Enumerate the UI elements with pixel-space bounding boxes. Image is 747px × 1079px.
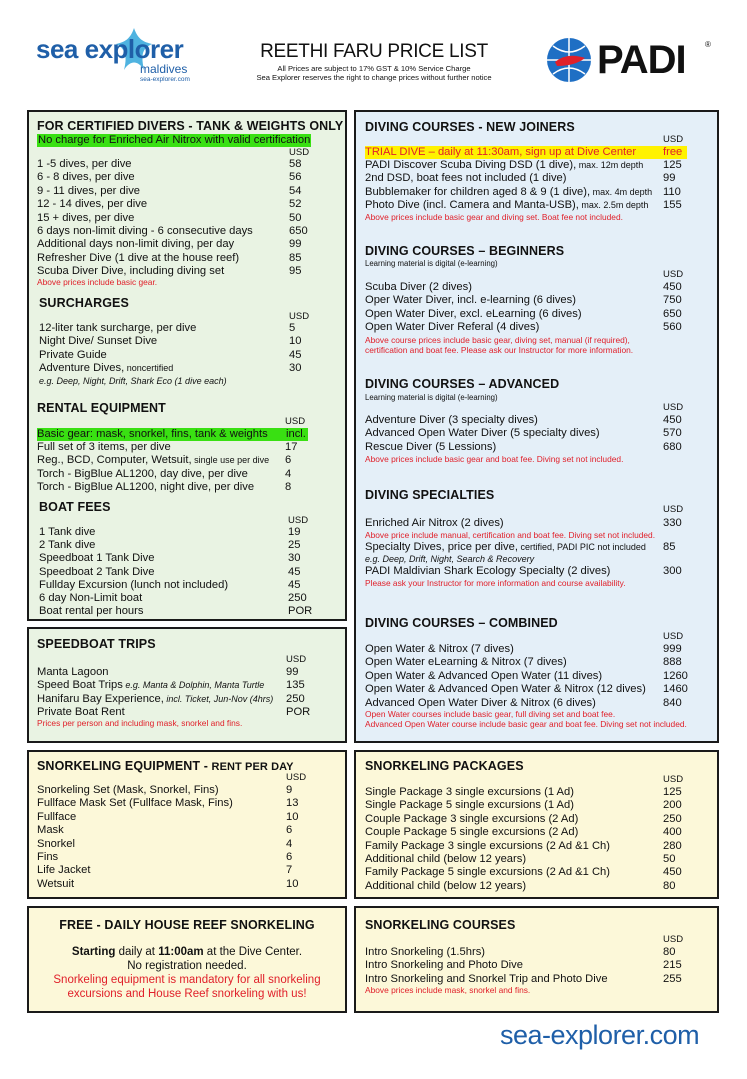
diving-courses-box [354, 110, 719, 743]
price-row-label: Photo Dive (incl. Camera and Manta-USB), [365, 199, 579, 212]
price-row [37, 252, 337, 265]
price-row-price: 125 [663, 159, 682, 171]
price-row-label: Speed Boat Trips [37, 679, 123, 692]
price-row-price: 52 [289, 198, 302, 211]
trial-dive-price: free [663, 146, 683, 158]
basic-gear-price: incl. [286, 428, 306, 440]
footer-url: sea-explorer.com [500, 1020, 700, 1050]
price-row-price: 10 [289, 335, 302, 348]
combined-note1: Open Water courses include basic gear, full diving set and boat fee. [365, 709, 616, 719]
price-row-label: Additional child (below 12 years) [365, 879, 527, 892]
price-row-label: Torch - BigBlue AL1200, day dive, per dive [37, 467, 248, 480]
price-row [39, 335, 339, 348]
padi-text: PADI [597, 38, 686, 82]
surcharges-italic: e.g. Deep, Night, Drift, Shark Eco (1 dive each) [39, 376, 227, 386]
price-row-label: Couple Package 5 single excursions (2 Ad) [365, 826, 579, 839]
price-row-price: 400 [663, 826, 682, 839]
price-row-price: 680 [663, 440, 682, 453]
price-row [37, 158, 337, 171]
price-row-price: 7 [286, 864, 293, 877]
price-row [365, 656, 705, 669]
price-row [365, 670, 705, 683]
price-row-price: 155 [663, 199, 682, 212]
price-row-price: 56 [289, 171, 302, 184]
price-row-price: 110 [663, 185, 681, 198]
price-row-label: Open Water Diver Referal (4 dives) [365, 321, 540, 334]
price-row-price: 560 [663, 321, 682, 334]
usd-label: USD [663, 269, 684, 280]
price-row [365, 866, 705, 879]
price-row-price: 250 [288, 592, 307, 604]
snorkeling-packages-box [354, 750, 719, 899]
price-row-price: 17 [285, 441, 298, 453]
price-row [365, 826, 705, 839]
free-snorkeling-box [27, 906, 347, 1013]
price-row [37, 693, 337, 706]
price-row-label: Speedboat 1 Tank Dive [39, 552, 155, 565]
usd-label: USD [663, 934, 684, 945]
padi-logo [545, 36, 715, 86]
price-row-label: Full set of 3 items, per dive [37, 441, 171, 453]
price-row-price: 95 [289, 265, 302, 278]
price-row [37, 838, 337, 851]
price-row [365, 853, 705, 866]
specialty-price: 85 [663, 541, 676, 553]
price-row-price: 50 [663, 853, 676, 865]
price-row [365, 159, 705, 172]
price-row-price: 45 [288, 565, 301, 578]
free-line1 [29, 946, 345, 958]
price-row-label: Family Package 3 single excursions (2 Ad &1 Ch) [365, 839, 610, 852]
price-row-label: Open Water & Advanced Open Water & Nitrox (12 dives) [365, 683, 646, 696]
price-row-label: 1 -5 dives, per dive [37, 158, 132, 170]
price-row-label: Advanced Open Water Diver & Nitrox (6 dives) [365, 696, 596, 709]
price-row-price: 450 [663, 414, 682, 426]
price-row-price: 9 [286, 784, 293, 796]
price-row [37, 784, 337, 797]
trial-dive-highlight [365, 146, 687, 159]
price-row-price: 99 [286, 666, 299, 678]
usd-label: USD [663, 774, 684, 785]
snork-courses-title: SNORKELING COURSES [365, 918, 516, 932]
price-row-price: POR [286, 706, 311, 719]
price-row [37, 481, 337, 494]
padi-mark: ® [705, 40, 711, 49]
price-row [39, 349, 339, 362]
price-row-price: 200 [663, 799, 682, 812]
globe-icon [545, 36, 593, 84]
price-row-label: Torch - BigBlue AL1200, night dive, per dive [37, 481, 255, 494]
price-row-label: Family Package 5 single excursions (2 Ad &1 Ch) [365, 866, 610, 879]
price-row-label: Scuba Diver (2 dives) [365, 281, 472, 293]
specialty-label: Specialty Dives, price per dive, [365, 541, 518, 553]
free-daily-at: daily at [115, 946, 159, 958]
price-row-label: Speedboat 2 Tank Dive [39, 565, 155, 578]
price-row-price: 8 [285, 481, 292, 494]
price-row-label: Wetsuit [37, 877, 75, 890]
snork-equip-title-sub: RENT PER DAY [211, 761, 294, 773]
price-row [365, 414, 705, 427]
price-row [39, 362, 339, 375]
specialties-note1: Above price include manual, certification and boat fee. Diving set not included. [365, 530, 656, 540]
price-row-price: 30 [288, 552, 301, 565]
price-row-price: 135 [286, 679, 305, 692]
price-row-price: 888 [663, 656, 682, 669]
trial-dive-label: TRIAL DIVE – daily at 11:30am, sign up at Dive Center [365, 146, 637, 158]
price-row-price: 840 [663, 696, 682, 709]
specialties-note2: Please ask your Instructor for more information and course availability. [365, 578, 626, 588]
specialty-label: PADI Maldivian Shark Ecology Specialty (2 dives) [365, 565, 611, 577]
price-row-label: Night Dive/ Sunset Dive [39, 335, 158, 348]
usd-label: USD [663, 504, 684, 515]
price-row [365, 321, 705, 334]
price-row-label: 1 Tank dive [39, 526, 96, 538]
price-row-price: 255 [663, 972, 682, 985]
price-row [365, 840, 705, 853]
price-row-label: Boat rental per hours [39, 605, 144, 618]
price-row-label: Open Water Diver, excl. eLearning (6 dives) [365, 307, 582, 320]
price-row [365, 308, 705, 321]
rental-title: RENTAL EQUIPMENT [37, 401, 166, 415]
price-row-price: 99 [663, 172, 676, 185]
price-row-label: 9 - 11 dives, per dive [37, 184, 141, 197]
price-row-label: Additional days non-limit diving, per day [37, 238, 235, 251]
free-line3: Snorkeling equipment is mandatory for all snorkeling [53, 974, 321, 986]
usd-label: USD [663, 402, 684, 413]
usd-label: USD [286, 772, 307, 783]
speedboat-title: SPEEDBOAT TRIPS [37, 637, 156, 651]
snork-equip-title [37, 759, 294, 773]
price-row-extra: max. 4m depth [590, 186, 653, 197]
price-row-price: 450 [663, 866, 682, 879]
combined-note2: Advanced Open Water course include basic gear and boat fee. Diving set not included. [365, 719, 687, 729]
beginners-note1: Above course prices include basic gear, diving set, manual (if required), [365, 335, 630, 345]
usd-label: USD [663, 631, 684, 642]
snork-equip-title-main: SNORKELING EQUIPMENT - [37, 759, 212, 773]
boat-fees-title: BOAT FEES [39, 500, 111, 514]
price-row-label: Oper Water Diver, incl. e-learning (6 dives) [365, 294, 576, 307]
snork-courses-note: Above prices include mask, snorkel and fins. [365, 985, 531, 995]
price-row [37, 238, 337, 251]
price-row-label: Snorkeling Set (Mask, Snorkel, Fins) [37, 784, 219, 796]
advanced-note: Above prices include basic gear and boat fee. Diving set not included. [365, 454, 624, 464]
beginners-title: DIVING COURSES – BEGINNERS [365, 244, 565, 258]
price-row-price: POR [288, 605, 313, 618]
price-row-price: 19 [288, 526, 301, 538]
price-row [365, 880, 705, 893]
price-row [365, 697, 705, 710]
price-row [365, 813, 705, 826]
price-row-price: 450 [663, 281, 682, 293]
speedboat-box [27, 627, 347, 743]
specialty-row [365, 541, 695, 554]
price-row [37, 864, 337, 877]
price-row-price: 13 [286, 797, 299, 810]
price-row [365, 172, 705, 185]
price-row-label: 15 + dives, per dive [37, 211, 135, 224]
price-row [37, 468, 337, 481]
price-row-price: 215 [663, 959, 682, 972]
price-row-label: Rescue Diver (5 Lessions) [365, 440, 497, 453]
free-time: 11:00am [158, 946, 204, 958]
subtitle-1: All Prices are subject to 17% GST & 10% Service Charge [277, 64, 471, 73]
price-row-price: 58 [289, 158, 302, 170]
specialty-price: 300 [663, 565, 682, 577]
price-row-price: 6 [285, 454, 292, 467]
price-row-label: Additional child (below 12 years) [365, 853, 527, 865]
price-row-price: 6 [286, 824, 293, 837]
price-row [365, 959, 705, 972]
price-row-label: Adventure Diver (3 specialty dives) [365, 414, 538, 426]
price-row-label: Snorkel [37, 837, 75, 850]
free-title: FREE - DAILY HOUSE REEF SNORKELING [59, 918, 315, 932]
price-row-label: Refresher Dive (1 dive at the house reef) [37, 251, 240, 264]
price-row [37, 666, 337, 679]
price-row [37, 878, 337, 891]
usd-label: USD [663, 134, 684, 145]
price-row-label: Mask [37, 824, 64, 837]
advanced-sub: Learning material is digital (e-learning) [365, 393, 498, 402]
price-row-price: 25 [288, 539, 301, 552]
price-row-extra: incl. Ticket, Jun-Nov (4hrs) [163, 693, 274, 704]
price-row-label: Fullface [37, 810, 77, 823]
price-row-label: Fins [37, 851, 59, 863]
usd-label: USD [289, 311, 310, 322]
surcharges-title: SURCHARGES [39, 296, 129, 310]
snorkeling-equipment-box [27, 750, 347, 899]
beginners-note2: certification and boat fee. Please ask our Instructor for more information. [365, 345, 634, 355]
price-row [39, 322, 339, 335]
price-row-label: Scuba Diver Dive, including diving set [37, 265, 225, 278]
specialty-row [365, 517, 695, 530]
price-row-label: Open Water & Advanced Open Water (11 dives) [365, 669, 603, 682]
price-row-price: 125 [663, 786, 682, 798]
sea-explorer-logo [36, 24, 206, 84]
price-row-price: 650 [663, 307, 682, 320]
price-row [37, 851, 337, 864]
price-row-price: 280 [663, 839, 682, 852]
price-row [37, 171, 337, 184]
price-row-label: Life Jacket [37, 864, 91, 877]
certified-divers-box [27, 110, 347, 621]
logo-text: sea explorer [36, 34, 184, 64]
price-row [365, 643, 705, 656]
beginners-sub: Learning material is digital (e-learning) [365, 259, 498, 268]
certified-note: Above prices include basic gear. [37, 277, 158, 287]
price-row [37, 441, 337, 454]
basic-gear-highlight [37, 428, 308, 441]
specialty-price: 330 [663, 517, 682, 529]
price-row [39, 592, 339, 605]
price-row [37, 198, 337, 211]
price-row-label: Bubblemaker for children aged 8 & 9 (1 dive), [365, 185, 591, 198]
price-row-price: 6 [286, 851, 293, 863]
usd-label: USD [288, 515, 309, 526]
specialty-extra: certified, PADI PIC not included [517, 542, 646, 552]
price-row-extra: max. 12m depth [576, 160, 644, 170]
header [0, 0, 747, 100]
combined-title: DIVING COURSES – COMBINED [365, 616, 558, 630]
price-row-label: PADI Discover Scuba Diving DSD (1 dive), [365, 159, 577, 171]
price-row [365, 799, 705, 812]
free-line2: No registration needed. [127, 960, 247, 972]
price-row-extra: max. 2.5m depth [578, 200, 649, 211]
price-row [37, 824, 337, 837]
price-row-price: 99 [289, 238, 302, 251]
subtitle-2: Sea Explorer reserves the right to change prices without further notice [256, 73, 492, 82]
price-row [37, 185, 337, 198]
price-row-price: 80 [663, 946, 676, 958]
price-row-price: 45 [289, 348, 302, 361]
price-row-label: 2nd DSD, boat fees not included (1 dive) [365, 172, 567, 185]
usd-label: USD [289, 147, 310, 158]
price-row-label: 12-liter tank surcharge, per dive [39, 322, 197, 334]
price-row-label: 6 day Non-Limit boat [39, 592, 143, 604]
free-location: at the Dive Center. [203, 946, 303, 958]
free-line4: excursions and House Reef snorkeling with us! [67, 988, 307, 1000]
price-row-label: Private Guide [39, 348, 107, 361]
price-row-label: 6 - 8 dives, per dive [37, 171, 135, 184]
logo-sub: maldives [140, 62, 188, 76]
price-row-label: Advanced Open Water Diver (5 specialty dives) [365, 427, 600, 440]
price-row-label: Intro Snorkeling and Snorkel Trip and Photo Dive [365, 972, 608, 985]
price-row-label: Adventure Dives, [39, 362, 125, 375]
price-row-price: 10 [286, 877, 299, 890]
price-row-price: 4 [285, 467, 292, 480]
basic-gear-label: Basic gear: mask, snorkel, fins, tank & weights [37, 428, 268, 440]
price-row [365, 786, 705, 799]
price-row [37, 225, 337, 238]
price-row [365, 281, 705, 294]
price-row [365, 946, 705, 959]
price-row-label: Manta Lagoon [37, 666, 109, 678]
price-row-price: 5 [289, 322, 296, 334]
price-row [365, 186, 705, 199]
nitrox-highlight: No charge for Enriched Air Nitrox with valid certification [38, 134, 311, 146]
price-row-label: Open Water eLearning & Nitrox (7 dives) [365, 656, 567, 669]
certified-title: FOR CERTIFIED DIVERS - TANK & WEIGHTS ONLY [37, 119, 344, 133]
price-row-price: 54 [289, 184, 302, 197]
price-row-price: 50 [289, 211, 302, 224]
price-row-price: 250 [663, 812, 682, 825]
free-starting: Starting [71, 946, 116, 958]
price-row-extra: e.g. Manta & Dolphin, Manta Turtle [122, 680, 265, 691]
price-row-label: Single Package 3 single excursions (1 Ad) [365, 786, 574, 798]
price-row-price: 650 [289, 225, 308, 237]
price-row [39, 579, 339, 592]
price-row-label: 2 Tank dive [39, 539, 96, 552]
price-row [37, 679, 337, 692]
price-row-price: 4 [286, 837, 293, 850]
price-row [37, 212, 337, 225]
advanced-title: DIVING COURSES – ADVANCED [365, 377, 560, 391]
price-row-label: 6 days non-limit diving - 6 consecutive days [37, 225, 253, 237]
price-row-price: 750 [663, 294, 682, 307]
price-row-label: Intro Snorkeling and Photo Dive [365, 959, 523, 972]
speedboat-note: Prices per person and including mask, snorkel and fins. [37, 718, 243, 728]
price-row [365, 683, 705, 696]
new-joiners-title: DIVING COURSES - NEW JOINERS [365, 120, 575, 134]
price-row-label: Fullface Mask Set (Fullface Mask, Fins) [37, 797, 233, 810]
price-row [365, 973, 705, 986]
price-row [365, 199, 705, 212]
usd-label: USD [286, 654, 307, 665]
price-row-price: 1460 [663, 683, 688, 696]
specialty-row [365, 565, 695, 578]
new-joiners-note: Above prices include basic gear and diving set. Boat fee not included. [365, 212, 623, 222]
price-row-price: 250 [286, 692, 305, 705]
price-row-price: 1260 [663, 669, 688, 682]
price-row [365, 427, 705, 440]
price-row [39, 605, 339, 618]
price-row [39, 566, 339, 579]
price-row-label: Fullday Excursion (lunch not included) [39, 578, 229, 591]
price-row-price: 85 [289, 251, 302, 264]
price-row-price: 80 [663, 879, 676, 892]
price-row [39, 526, 339, 539]
price-row-price: 30 [289, 362, 302, 375]
snork-pkg-title: SNORKELING PACKAGES [365, 759, 524, 773]
price-row-label: 12 - 14 dives, per dive [37, 198, 148, 211]
price-row-label: Open Water & Nitrox (7 dives) [365, 643, 514, 655]
price-row-label: Intro Snorkeling (1.5hrs) [365, 946, 486, 958]
snorkeling-courses-box [354, 906, 719, 1013]
price-row-extra: noncertified [124, 363, 174, 374]
page-title: REETHI FARU PRICE LIST [260, 41, 488, 62]
price-row-extra: single use per dive [191, 455, 270, 466]
price-row-label: Single Package 5 single excursions (1 Ad) [365, 799, 574, 812]
price-row-label: Private Boat Rent [37, 706, 125, 719]
price-row [365, 441, 705, 454]
specialties-title: DIVING SPECIALTIES [365, 488, 495, 502]
price-row-label: Hanifaru Bay Experience, [37, 692, 164, 705]
specialties-italic: e.g. Deep, Drift, Night, Search & Recovery [365, 554, 535, 564]
price-row-price: 999 [663, 643, 682, 655]
logo-url: sea-explorer.com [140, 76, 190, 83]
price-row-price: 45 [288, 578, 301, 591]
price-row [37, 454, 337, 467]
price-row [365, 294, 705, 307]
price-row-price: 570 [663, 427, 682, 440]
specialty-label: Enriched Air Nitrox (2 dives) [365, 517, 504, 529]
price-row [39, 552, 339, 565]
price-row-label: Couple Package 3 single excursions (2 Ad) [365, 812, 579, 825]
price-row-price: 10 [286, 810, 299, 823]
price-row [39, 539, 339, 552]
price-row [37, 797, 337, 810]
price-row-label: Reg., BCD, Computer, Wetsuit, [37, 454, 192, 467]
usd-label: USD [285, 416, 306, 427]
price-row [37, 811, 337, 824]
